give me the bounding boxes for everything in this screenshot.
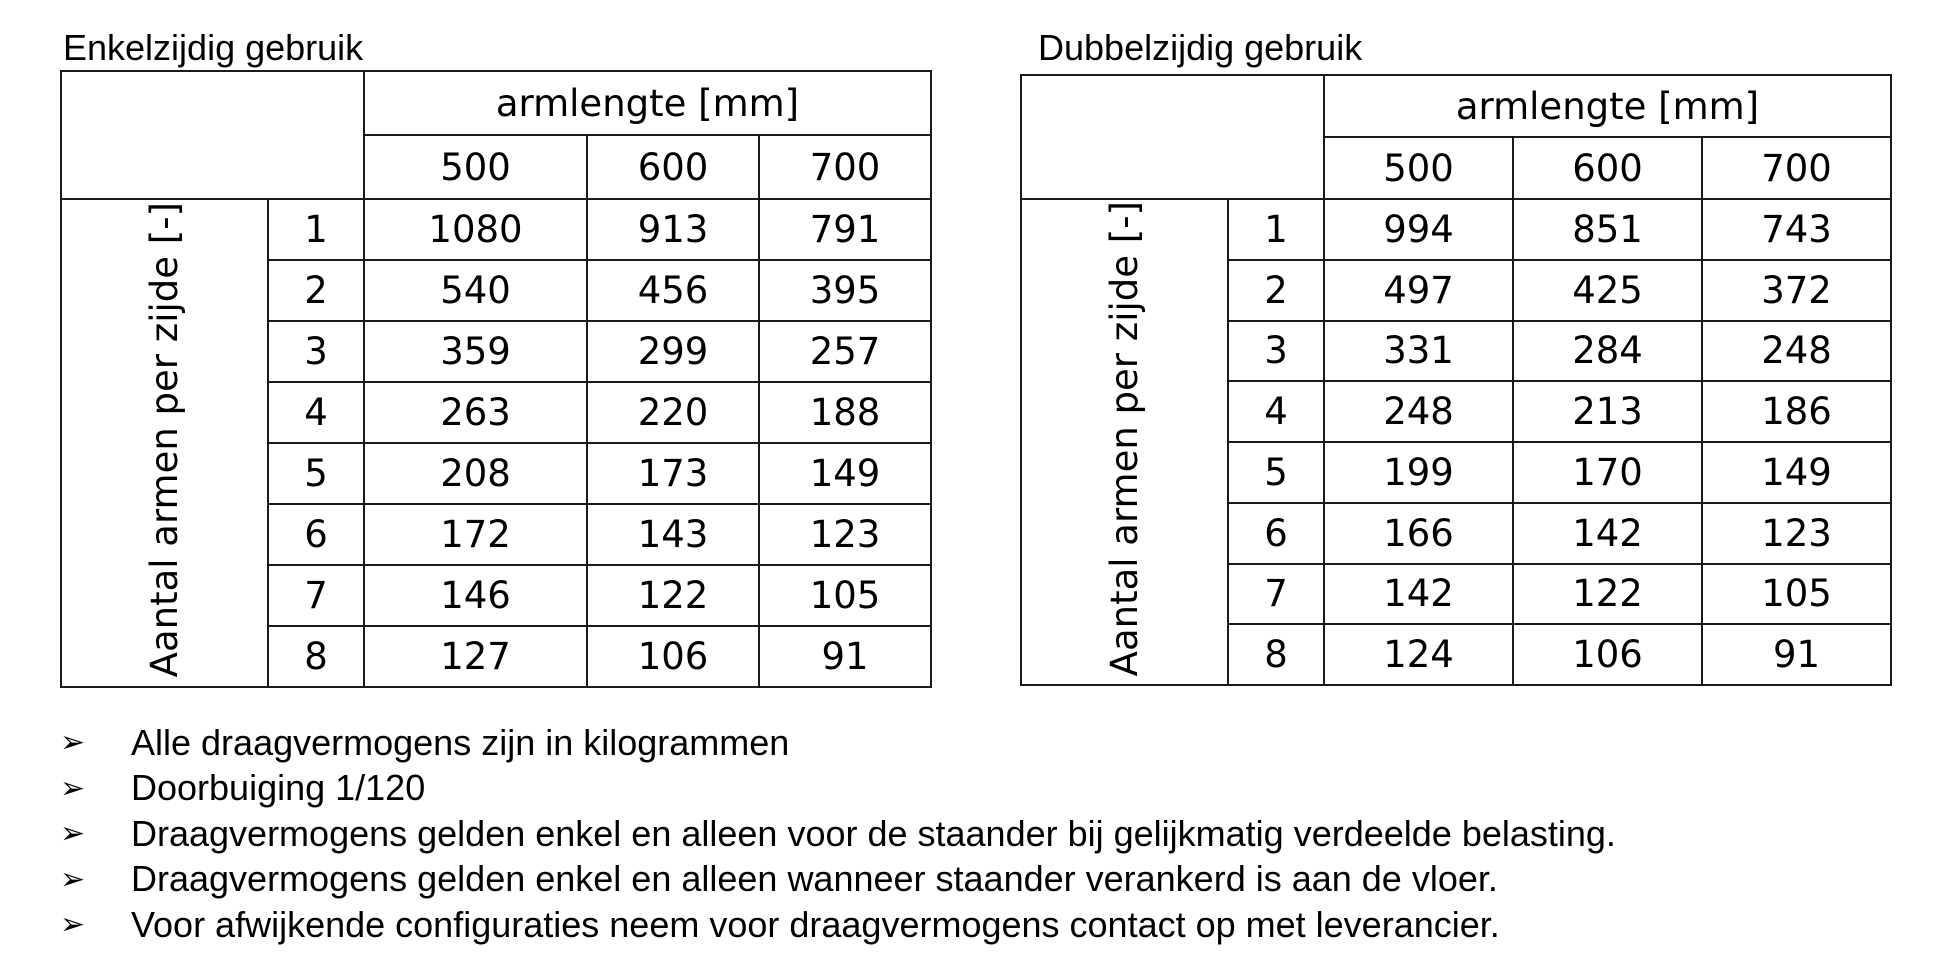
note-text: Voor afwijkende configuraties neem voor draagvermogens contact op met leverancier. — [131, 903, 1500, 945]
note-text: Draagvermogens gelden enkel en alleen wanneer staander verankerd is aan de vloer. — [131, 858, 1498, 900]
table-cell: 91 — [1702, 624, 1891, 685]
column-group-header: armlengte [mm] — [1324, 75, 1891, 137]
row-header: 6 — [1228, 503, 1324, 564]
column-header: 600 — [587, 135, 759, 199]
table-cell: 105 — [1702, 564, 1891, 625]
row-header: 5 — [1228, 442, 1324, 503]
note-item — [60, 902, 1616, 948]
table-cell: 124 — [1324, 624, 1513, 685]
table-cell: 149 — [1702, 442, 1891, 503]
arrow-bullet-icon: ➢ — [60, 816, 86, 852]
table-cell: 456 — [587, 260, 759, 321]
row-header: 7 — [268, 565, 364, 626]
row-header: 1 — [268, 199, 364, 260]
table-cell: 425 — [1513, 260, 1702, 321]
row-header: 5 — [268, 443, 364, 504]
arrow-bullet-icon: ➢ — [60, 725, 86, 761]
table-cell: 186 — [1702, 381, 1891, 442]
table-cell: 299 — [587, 321, 759, 382]
table-cell: 372 — [1702, 260, 1891, 321]
table-cell: 994 — [1324, 199, 1513, 260]
double-sided-table — [1020, 74, 1892, 686]
table-cell: 395 — [759, 260, 931, 321]
row-header: 2 — [268, 260, 364, 321]
note-item — [60, 766, 1616, 812]
arrow-bullet-icon: ➢ — [60, 907, 86, 943]
table-cell: 142 — [1324, 564, 1513, 625]
table-cell: 497 — [1324, 260, 1513, 321]
table-cell: 188 — [759, 382, 931, 443]
row-group-cell — [61, 199, 268, 687]
row-header: 4 — [1228, 381, 1324, 442]
row-group-header: Aantal armen per zijde [-] — [1103, 201, 1146, 677]
table-cell: 359 — [364, 321, 587, 382]
note-text: Draagvermogens gelden enkel en alleen voor de staander bij gelijkmatig verdeelde belasting. — [131, 812, 1616, 854]
arrow-bullet-icon: ➢ — [60, 861, 86, 897]
table-cell: 263 — [364, 382, 587, 443]
row-group-cell — [1021, 199, 1228, 685]
row-header: 4 — [268, 382, 364, 443]
column-header: 700 — [1702, 137, 1891, 199]
table-cell: 149 — [759, 443, 931, 504]
arrow-bullet-icon: ➢ — [60, 770, 86, 806]
header-corner — [61, 71, 364, 199]
table-cell: 122 — [1513, 564, 1702, 625]
table-cell: 172 — [364, 504, 587, 565]
single-sided-title: Enkelzijdig gebruik — [63, 27, 364, 68]
row-header: 3 — [1228, 321, 1324, 382]
table-cell: 105 — [759, 565, 931, 626]
table-cell: 123 — [759, 504, 931, 565]
table-cell: 123 — [1702, 503, 1891, 564]
table-cell: 248 — [1324, 381, 1513, 442]
row-header: 8 — [1228, 624, 1324, 685]
table-cell: 331 — [1324, 321, 1513, 382]
row-header: 2 — [1228, 260, 1324, 321]
table-cell: 91 — [759, 626, 931, 687]
column-header: 600 — [1513, 137, 1702, 199]
column-group-header: armlengte [mm] — [364, 71, 931, 135]
table-cell: 257 — [759, 321, 931, 382]
row-header: 8 — [268, 626, 364, 687]
row-header: 6 — [268, 504, 364, 565]
table-cell: 248 — [1702, 321, 1891, 382]
table-cell: 1080 — [364, 199, 587, 260]
table-cell: 146 — [364, 565, 587, 626]
table-cell: 142 — [1513, 503, 1702, 564]
table-cell: 913 — [587, 199, 759, 260]
table-cell: 106 — [1513, 624, 1702, 685]
table-cell: 173 — [587, 443, 759, 504]
table-cell: 199 — [1324, 442, 1513, 503]
table-cell: 220 — [587, 382, 759, 443]
note-text: Doorbuiging 1/120 — [131, 767, 426, 809]
row-header: 1 — [1228, 199, 1324, 260]
table-cell: 122 — [587, 565, 759, 626]
row-header: 7 — [1228, 564, 1324, 625]
table-cell: 213 — [1513, 381, 1702, 442]
column-header: 700 — [759, 135, 931, 199]
single-sided-table — [60, 70, 932, 688]
note-item — [60, 720, 1616, 766]
column-header: 500 — [1324, 137, 1513, 199]
header-corner — [1021, 75, 1324, 199]
table-cell: 743 — [1702, 199, 1891, 260]
notes-list — [60, 720, 1616, 948]
row-group-header: Aantal armen per zijde [-] — [143, 202, 186, 678]
table-cell: 170 — [1513, 442, 1702, 503]
table-cell: 540 — [364, 260, 587, 321]
note-item — [60, 857, 1616, 903]
double-sided-title: Dubbelzijdig gebruik — [1038, 27, 1363, 68]
table-cell: 166 — [1324, 503, 1513, 564]
table-cell: 208 — [364, 443, 587, 504]
table-cell: 143 — [587, 504, 759, 565]
note-item — [60, 811, 1616, 857]
table-cell: 106 — [587, 626, 759, 687]
table-cell: 851 — [1513, 199, 1702, 260]
row-header: 3 — [268, 321, 364, 382]
note-text: Alle draagvermogens zijn in kilogrammen — [131, 721, 790, 763]
table-cell: 284 — [1513, 321, 1702, 382]
table-cell: 127 — [364, 626, 587, 687]
table-cell: 791 — [759, 199, 931, 260]
column-header: 500 — [364, 135, 587, 199]
